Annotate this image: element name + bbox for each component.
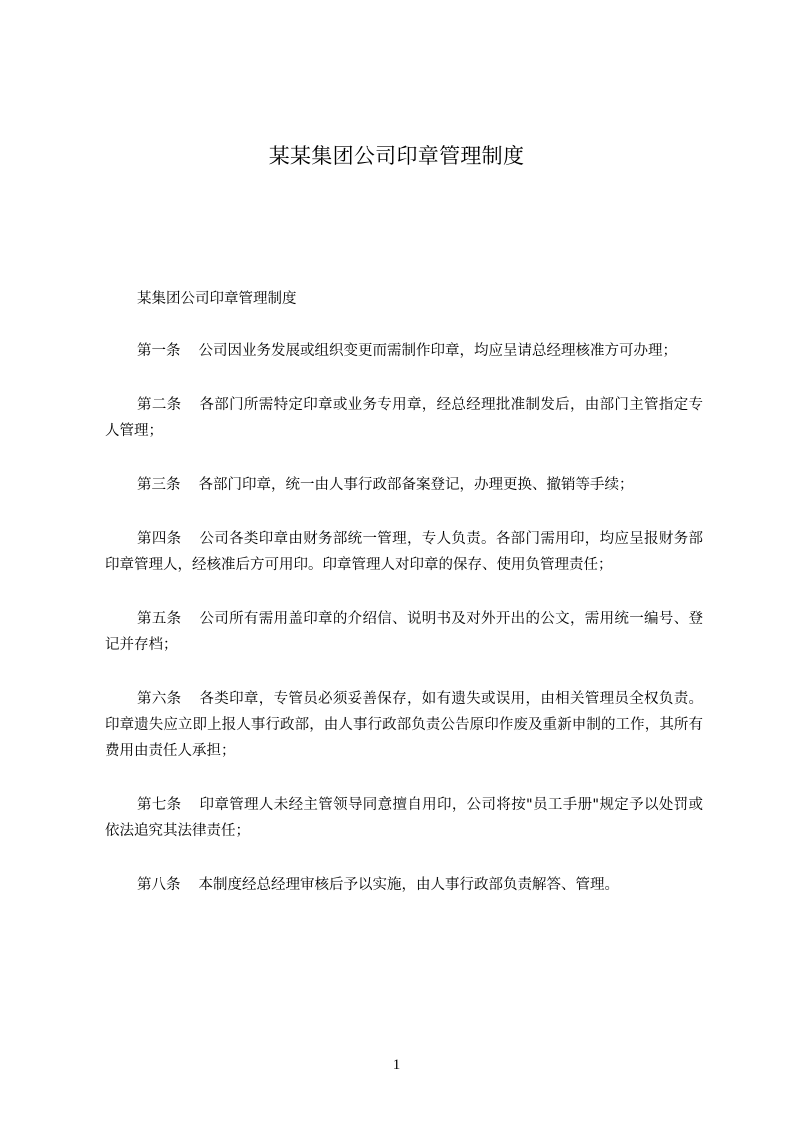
- article-text: 公司各类印章由财务部统一管理，专人负责。各部门需用印，均应呈报财务部印章管理人，经核准后方可用印。印章管理人对印章的保存、使用负管理责任；: [105, 531, 704, 573]
- page-number: 1: [392, 1057, 401, 1073]
- article-text: 本制度经总经理审核后予以实施，由人事行政部负责解答、管理。: [198, 877, 619, 893]
- article-number: 第七条: [137, 797, 182, 813]
- article-number: 第一条: [137, 343, 181, 359]
- article-text: 各部门印章，统一由人事行政部备案登记，办理更换、撤销等手续；: [198, 477, 634, 493]
- document-title: 某某集团公司印章管理制度: [268, 144, 525, 168]
- article-text: 公司所有需用盖印章的介绍信、说明书及对外开出的公文，需用统一编号、登记并存档；: [105, 611, 704, 653]
- document-body: [105, 286, 703, 926]
- article-text: 公司因业务发展或组织变更而需制作印章，均应呈请总经理核准方可办理；: [198, 343, 677, 359]
- article-1: [105, 338, 703, 364]
- article-3: [105, 472, 703, 498]
- article-5: [105, 606, 703, 658]
- article-text: 印章管理人未经主管领导同意擅自用印，公司将按"员工手册"规定予以处罚或依法追究其法律责任；: [105, 797, 703, 839]
- article-number: 第二条: [137, 397, 182, 413]
- article-number: 第三条: [137, 477, 181, 493]
- article-number: 第五条: [137, 611, 182, 627]
- article-text: 各部门所需特定印章或业务专用章，经总经理批准制发后，由部门主管指定专人管理；: [105, 397, 704, 439]
- article-text: 各类印章，专管员必须妥善保存，如有遗失或误用，由相关管理员全权负责。印章遗失应立即上报人事行政部，由人事行政部负责公告原印作废及重新申制的工作，其所有费用由责任人承担；: [105, 691, 704, 759]
- article-6: [105, 686, 703, 764]
- article-number: 第八条: [137, 877, 181, 893]
- article-7: [105, 792, 703, 844]
- article-8: [105, 872, 703, 898]
- document-subtitle: 某集团公司印章管理制度: [137, 291, 297, 307]
- article-number: 第四条: [137, 531, 182, 547]
- article-2: [105, 392, 703, 444]
- article-number: 第六条: [137, 691, 182, 707]
- article-4: [105, 526, 703, 578]
